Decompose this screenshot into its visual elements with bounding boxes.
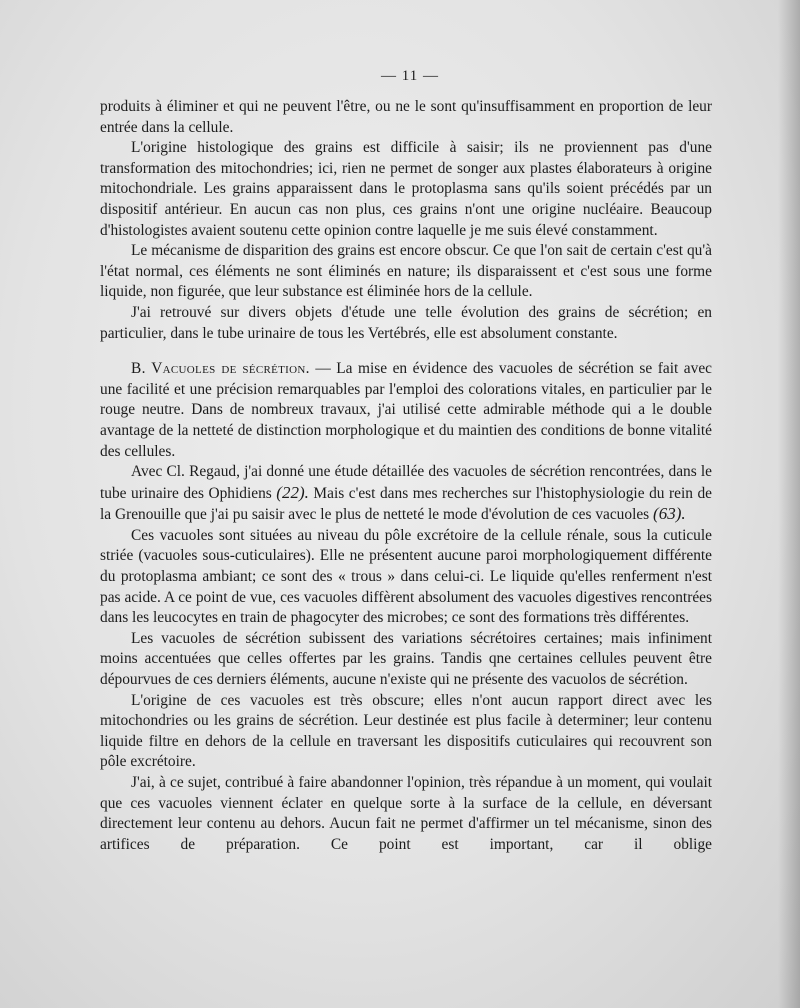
paragraph-origine-vacuoles: L'origine de ces vacuoles est très obscure; elles n'ont aucun rapport direct avec les mitochondries ou les grains de sécrétion. Leur destinée est plus facile à determiner; leur contenu liquide filtre en dehors de la cellule en traversant les dispositifs cuticulaires qui recouvrent son pôle excrétoire. xyxy=(100,691,712,771)
paragraph-regaud xyxy=(100,462,712,526)
paragraph-continuation: produits à éliminer et qui ne peuvent l'être, ou ne le sont qu'insuffisamment en proportion de leur entrée dans la cellule. xyxy=(100,98,712,136)
regaud-text-1: Avec Cl. Regaud, j'ai donné une étude détaillée des vacuoles de sécrétion rencontrées, dans le tube urinaire des Ophidiens xyxy=(100,463,712,502)
reference-63: (63). xyxy=(653,504,686,524)
section-b-paragraph xyxy=(100,359,712,462)
paragraph-opinion-abandonnee: J'ai, à ce sujet, contribué à faire abandonner l'opinion, très répandue à un moment, qui voulait que ces vacuoles viennent éclater en quelque sorte à la surface de la cellule, en déversant directement leur contenu au dehors. Aucun fait ne permet d'affirmer un tel mécanisme, sinon des artifices de préparation. Ce point est important, car il oblige xyxy=(100,774,712,853)
page-body xyxy=(100,97,712,855)
paragraph-origine-grains: L'origine histologique des grains est difficile à saisir; ils ne proviennent pas d'une transformation des mitochondries; ici, rien ne permet de songer aux plastes élaborateurs à origine mitochondriale. Les grains apparaissent dans le protoplasma sans qu'ils soient précédés par un dispositif antérieur. En aucun cas non plus, ces grains n'ont une origine nucléaire. Beaucoup d'histologistes avaient soutenu cette opinion contre laquelle je me suis élevé constamment. xyxy=(100,139,712,239)
paragraph-variations-secretoires: Les vacuoles de sécrétion subissent des variations sécrétoires certaines; mais infiniment moins accentuées que celles offertes par les grains. Tandis qne certaines cellules peuvent être dépourvues de ces derniers éléments, aucune n'existe qui ne présente des vacuolos de sécrétion. xyxy=(100,629,712,689)
page-edge-shadow xyxy=(778,0,800,1008)
regaud-text-2: Mais c'est dans mes recherches sur l'histophysiologie du rein de la Grenouille que j'ai pu saisir avec le plus de netteté le mode d'évolution de ces vacuoles xyxy=(100,484,712,524)
paragraph-mecanisme-disparition: Le mécanisme de disparition des grains est encore obscur. Ce que l'on sait de certain c'est qu'à l'état normal, ces éléments ne sont éliminés en nature; ils disparaissent et c'est sous une forme liquide, non figurée, que leur substance est éliminée hors de la cellule. xyxy=(100,242,712,301)
reference-22: (22). xyxy=(276,482,309,502)
section-heading: B. Vacuoles de sécrétion. xyxy=(131,360,310,378)
page-number: — 11 — xyxy=(381,68,439,84)
paragraph-situation-vacuoles: Ces vacuoles sont situées au niveau du pôle excrétoire de la cellule rénale, sous la cuticule striée (vacuoles sous-cuticulaires). Elle ne présentent aucune paroi morphologiquement différente du protoplasma ambiant; ce sont des « trous » dans celui-ci. Le liquide qu'elles renferment n'est pas acide. A ce point de vue, ces vacuoles diffèrent absolument des vacuoles digestives rencontrées dans les leucocytes en train de phagocyter des microbes; ce sont des formations très différentes. xyxy=(100,526,712,627)
section-b-text: — La mise en évidence des vacuoles de sécrétion se fait avec une facilité et une précision remarquables par l'emploi des colorations vitales, en particulier par le rouge neutre. Dans de nombreux travaux, j'ai utilisé cette admirable méthode qui a le double avantage de la netteté de distinction morphologique et du maintien des conditions de bonne vitalité des cellules. xyxy=(100,360,712,460)
paragraph-evolution-grains: J'ai retrouvé sur divers objets d'étude une telle évolution des grains de sécrétion; en particulier, dans le tube urinaire de tous les Vertébrés, elle est absolument constante. xyxy=(100,303,712,342)
